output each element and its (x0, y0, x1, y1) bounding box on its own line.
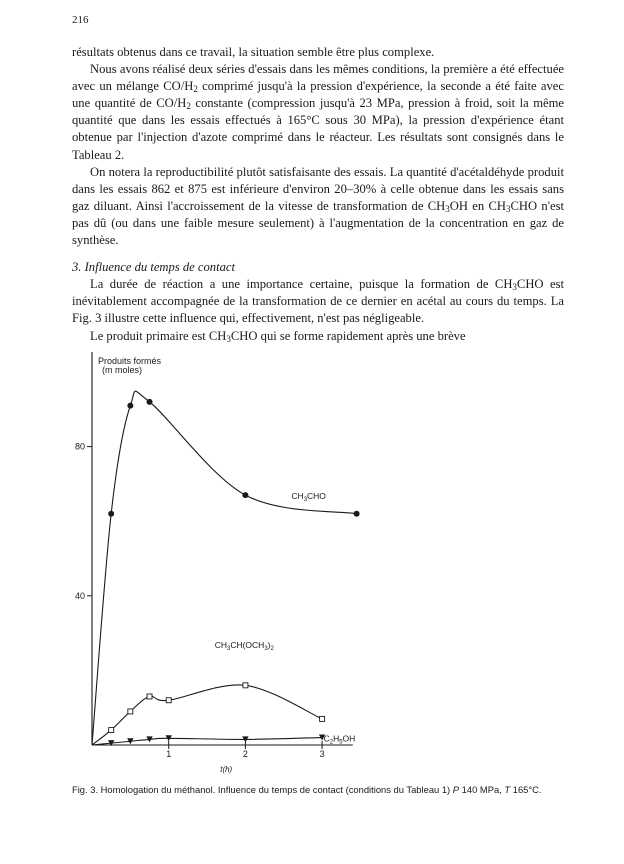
data-point (320, 716, 325, 721)
paragraph-4: La durée de réaction a une importance certaine, puisque la formation de $CH_3CHO$ est inévitablement accompagnée de la transformation de ce dernier en acétal au cours du temps. La Fig. 3 illustre cette influence qui, effectivement, n'est pas négligeable. (72, 277, 565, 326)
figure-3 (0, 340, 624, 780)
series-line-1 (92, 391, 357, 745)
y-axis-label: Produits formés (98, 356, 162, 366)
x-axis-label: t(h) (220, 765, 233, 774)
series-label-ethanol: $C_2H_5OH$ (323, 733, 356, 746)
paragraph-1: résultats obtenus dans ce travail, la situation semble être plus complexe. (72, 45, 435, 59)
chart (0, 340, 624, 780)
data-point (147, 399, 153, 405)
x-tick-label: 1 (166, 749, 172, 759)
figure-caption: Fig. 3. Homologation du méthanol. Influence du temps de contact (conditions du Tableau 1) P 140 MPa, T 165°C. (72, 784, 542, 795)
y-tick-label: 40 (74, 590, 85, 601)
data-point (242, 492, 248, 498)
series-label-acetal: $CH_3CH(OCH_3)_2$ (214, 640, 274, 653)
x-tick-label: 2 (242, 749, 248, 759)
y-tick-label: 80 (74, 441, 85, 452)
data-point (147, 694, 152, 699)
data-point (166, 698, 171, 703)
paragraph-5: Le produit primaire est $CH_3CHO$ qui se forme rapidement après une brève (90, 328, 466, 344)
data-point (354, 511, 360, 517)
y-axis-label-unit: (m moles) (102, 365, 142, 375)
x-tick-label: 3 (319, 749, 325, 759)
data-point (108, 511, 114, 517)
data-point (128, 709, 133, 714)
data-point (127, 403, 133, 409)
section-heading: 3. Influence du temps de contact (72, 260, 235, 275)
paragraph-2: Nous avons réalisé deux séries d'essais dans les mêmes conditions, la première a été effectuée avec un mélange $CO/H_2$ comprimé jusqu'à la pression d'expérience, la seconde a été faite avec une quantité de $CO/H_2$ constante (compression jusqu'à 23 MPa, pression à froid, soit la même quantité que dans les essais effectués à 165°C sous 30 MPa), la pression d'expérience étant obtenue par l'injection d'azote comprimé dans le réacteur. Les résultats sont consignés dans le Tableau 2. (72, 62, 565, 162)
series-line-2 (92, 685, 322, 745)
paragraph-3: On notera la reproductibilité plutôt satisfaisante des essais. La quantité d'acétaldéhyde produit dans les essais 862 et 875 est inférieure d'environ 20–30% à celle obtenue dans les essais sans gaz diluant. Ainsi l'accroissement de la vitesse de transformation de $CH_3OH$ en $CH_3CHO$ n'est pas dû (ou dans une faible mesure seulement) à l'augmentation de la concentration en gaz de synthèse. (72, 164, 564, 248)
body-text (72, 44, 564, 345)
series-line-3 (92, 738, 322, 745)
data-point (109, 728, 114, 733)
data-point (243, 683, 248, 688)
series-label-ch3cho: $CH_3CHO$ (291, 490, 326, 503)
page-number: 216 (72, 14, 89, 26)
